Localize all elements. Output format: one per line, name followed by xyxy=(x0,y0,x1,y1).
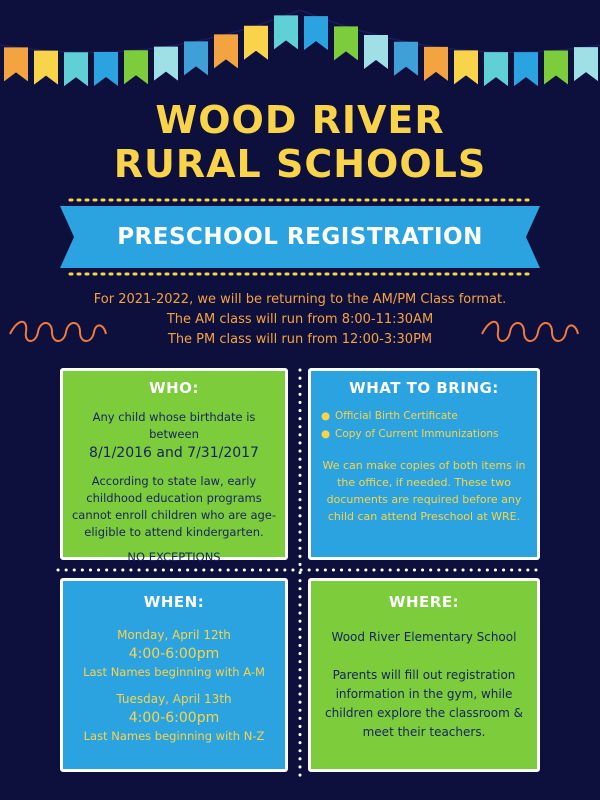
who-title: WHO: xyxy=(149,379,199,397)
who-birthdate-range: 8/1/2016 and 7/31/2017 xyxy=(89,445,259,461)
bullet-icon: ● xyxy=(321,410,331,422)
where-title: WHERE: xyxy=(388,593,460,611)
bunting-flag xyxy=(184,41,208,75)
where-details: Parents will fill out registration information in the gym, while children explore the classroom & meet their teachers. xyxy=(325,668,523,739)
bunting-flag xyxy=(214,34,238,68)
bunting-flag xyxy=(514,52,538,86)
bunting-flag xyxy=(394,42,418,76)
when-day1: Monday, April 12th xyxy=(117,628,231,642)
bunting-flag xyxy=(34,51,58,85)
when-box xyxy=(60,578,288,772)
when-group1: Last Names beginning with A-M xyxy=(83,665,265,679)
bring-item-immunizations: ● Copy of Current Immunizations xyxy=(321,425,527,443)
school-title-line1: WOOD RIVER xyxy=(155,98,445,142)
bunting-flag xyxy=(574,47,598,81)
school-title-line2: RURAL SCHOOLS xyxy=(113,142,487,186)
when-day2: Tuesday, April 13th xyxy=(116,692,232,706)
bunting-flag xyxy=(154,47,178,81)
when-title: WHEN: xyxy=(143,593,205,611)
right-swirl-decoration xyxy=(480,314,580,354)
bring-note: We can make copies of both items in the office, if needed. These two documents are required before any child can attend Preschool at WRE. xyxy=(322,459,526,523)
bunting-flag xyxy=(334,26,358,60)
bring-item-birth-certificate: ● Official Birth Certificate xyxy=(321,407,527,425)
bunting-decoration xyxy=(0,0,600,100)
horizontal-dotted-divider xyxy=(56,566,546,574)
who-no-exceptions: NO EXCEPTIONS xyxy=(127,550,221,564)
when-time1: 4:00-6:00pm xyxy=(128,646,220,662)
banner-label: PRESCHOOL REGISTRATION xyxy=(117,224,483,250)
what-to-bring-title: WHAT TO BRING: xyxy=(349,379,499,397)
intro-line3: The PM class will run from 12:00-3:30PM xyxy=(167,332,433,347)
where-place: Wood River Elementary School xyxy=(331,630,517,644)
registration-banner xyxy=(60,196,540,278)
bunting-flag xyxy=(484,52,508,86)
bunting-flag xyxy=(364,35,388,69)
when-group2: Last Names beginning with N-Z xyxy=(83,729,265,743)
bunting-flag xyxy=(544,51,568,85)
bunting-flag xyxy=(94,52,118,86)
bunting-flag xyxy=(244,26,268,60)
bunting-flag xyxy=(274,15,298,49)
where-box xyxy=(308,578,540,772)
who-law-text: According to state law, early childhood education programs cannot enroll children who are age-eligible to attend kindergarten. xyxy=(71,474,277,539)
vertical-dotted-divider xyxy=(296,368,304,780)
bring-list xyxy=(321,407,527,443)
bunting-flag xyxy=(454,50,478,84)
who-box xyxy=(60,368,288,564)
bunting-flag xyxy=(124,50,148,84)
bunting-flag xyxy=(424,47,448,81)
bunting-flag xyxy=(64,52,88,86)
bullet-icon: ● xyxy=(321,428,331,440)
when-time2: 4:00-6:00pm xyxy=(128,710,220,726)
what-to-bring-box xyxy=(308,368,540,560)
left-swirl-decoration xyxy=(8,314,108,354)
who-birthdate-line1: Any child whose birthdate is between xyxy=(92,410,256,441)
intro-line1: For 2021-2022, we will be returning to the AM/PM Class format. xyxy=(93,292,507,307)
bunting-flag xyxy=(304,16,328,50)
bunting-flag xyxy=(4,47,28,81)
intro-line2: The AM class will run from 8:00-11:30AM xyxy=(166,312,434,327)
